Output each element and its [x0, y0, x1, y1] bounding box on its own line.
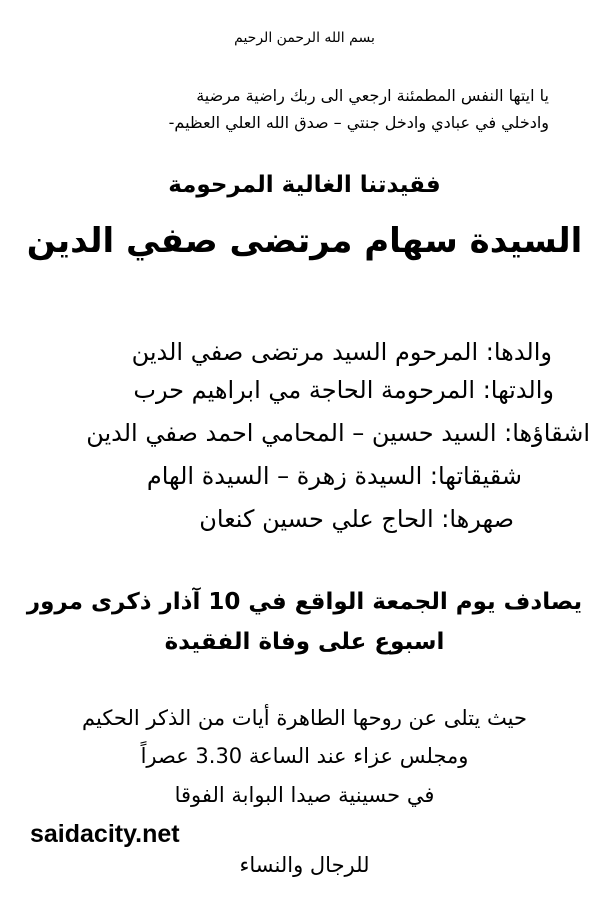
- details-line-4: للرجال والنساء: [239, 853, 370, 877]
- details-line-3: في حسينية صيدا البوابة الفوقا: [174, 783, 435, 807]
- family-brothers: اشقاؤها: السيد حسين – المحامي احمد صفي الدين: [86, 419, 590, 447]
- family-father: والدها: المرحوم السيد مرتضى صفي الدين: [131, 338, 552, 366]
- basmala: بسم الله الرحمن الرحيم: [234, 30, 375, 46]
- quran-verse-line-2: وادخلي في عبادي وادخل جنتي – صدق الله العلي العظيم-: [168, 113, 549, 132]
- watermark-text: saidacity.net: [30, 820, 180, 848]
- details-line-1: حيث يتلى عن روحها الطاهرة أيات من الذكر الحكيم: [82, 706, 527, 730]
- quran-verse-line-1: يا ايتها النفس المطمئنة ارجعي الى ربك راضية مرضية: [196, 86, 549, 105]
- announcement-line-2: اسبوع على وفاة الفقيدة: [164, 629, 445, 655]
- deceased-name: السيدة سهام مرتضى صفي الدين: [26, 221, 583, 261]
- announcement-line-1: يصادف يوم الجمعة الواقع في 10 آذار ذكرى مرور: [26, 589, 583, 615]
- details-line-2: ومجلس عزاء عند الساعة 3.30 عصراً: [140, 744, 469, 768]
- family-mother: والدتها: المرحومة الحاجة مي ابراهيم حرب: [133, 376, 554, 404]
- family-sisters: شقيقاتها: السيدة زهرة – السيدة الهام: [146, 462, 522, 490]
- family-brother-in-law: صهرها: الحاج علي حسين كنعان: [199, 505, 514, 533]
- title-line-1: فقيدتنا الغالية المرحومة: [168, 172, 441, 198]
